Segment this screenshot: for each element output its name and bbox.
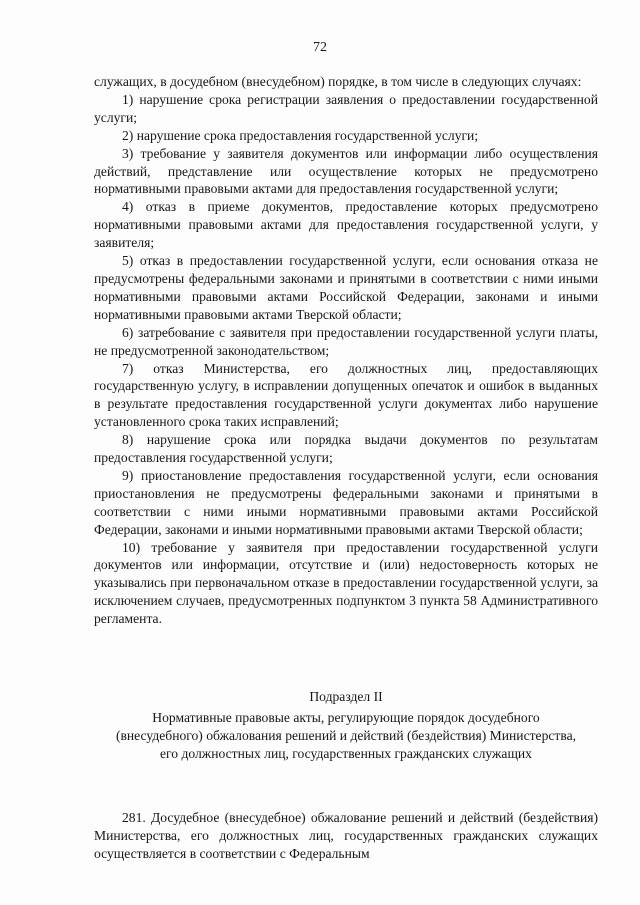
list-item: 7) отказ Министерства, его должностных лиц, предоставляющих государственную услугу, в исправлении допущенных опечаток и ошибок в выданных в результате предоставления государственной услуги документах либо нарушение установленного срока таких исправлений; [94,360,598,430]
list-item: 1) нарушение срока регистрации заявления о предоставлении государственной услуги; [94,91,598,125]
list-item: 10) требование у заявителя при предоставлении государственной услуги документов или информации, отсутствие и (или) недостоверность которых не указывались при первоначальном отказе в предоставлении государственной услуги, за исключением случаев, предусмотренных подпунктом 3 пункта 58 Административного регламента. [94,539,598,627]
list-item: 6) затребование с заявителя при предоставлении государственной услуги платы, не предусмотренной законодательством; [94,324,598,358]
paragraph-281: 281. Досудебное (внесудебное) обжалование решений и действий (бездействия) Министерства, его должностных лиц, государственных гражданских служащих осуществляется в соответствии с Федеральным [94,810,598,861]
list-item: 4) отказ в приеме документов, предоставление которых предусмотрено нормативными правовыми актами для предоставления государственной услуги, у заявителя; [94,199,598,251]
section-body [94,809,598,863]
list-item: 5) отказ в предоставлении государственной услуги, если основания отказа не предусмотрены федеральными законами и принятыми в соответствии с ними иными нормативными правовыми актами Российской Федерации, законами и иными нормативными правовыми актами Тверской области; [94,253,598,322]
list-item: 9) приостановление предоставления государственной услуги, если основания приостановления не предусмотрены федеральными законами и принятыми в соответствии с ними иными нормативными правовыми актами Российской Федерации, законами и иными нормативными правовыми актами Тверской области; [94,467,598,537]
section-header [94,688,598,763]
intro-paragraph: служащих, в досудебном (внесудебном) порядке, в том числе в следующих случаях: [94,74,582,89]
section-subheading: Нормативные правовые акты, регулирующие порядок досудебного (внесудебного) обжалования решений и действий (бездействия) Министерства, его должностных лиц, государственных гражданских служащих [115,709,577,761]
complaint-cases-list [94,73,598,628]
list-item: 3) требование у заявителя документов или информации либо осуществления действий, представление или осуществление которых не предусмотрено нормативными правовыми актами для предоставления государственной услуги; [94,145,598,197]
list-item: 8) нарушение срока или порядка выдачи документов по результатам предоставления государственной услуги; [94,432,598,466]
page-number: 72 [313,40,327,55]
section-heading: Подраздел II [309,689,383,704]
list-item: 2) нарушение срока предоставления государственной услуги; [122,127,479,143]
